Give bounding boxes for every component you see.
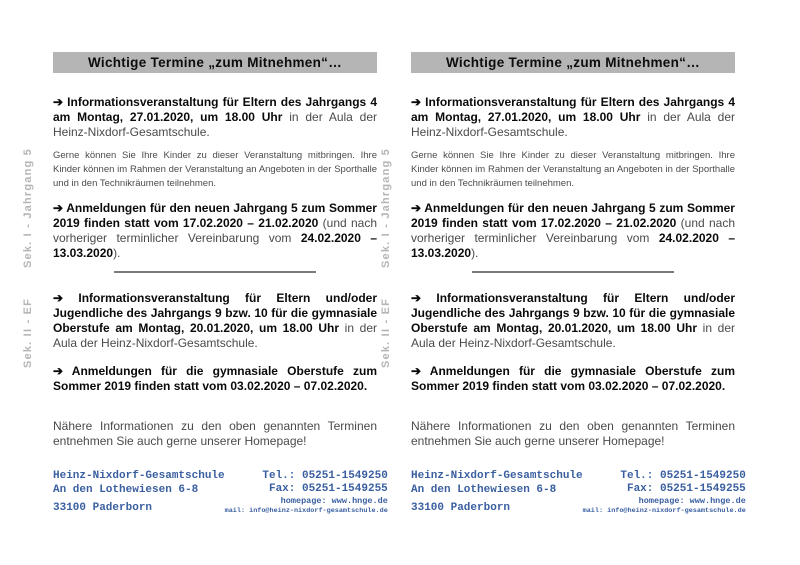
- footer-address-block: [411, 470, 583, 516]
- footer: [53, 470, 388, 516]
- footer-mail: mail: info@heinz-nixdorf-gesamtschule.de: [582, 507, 746, 515]
- footer: [411, 470, 746, 516]
- paragraph-anmeldung-oberstufe: [411, 364, 735, 394]
- arrow-icon: ➔: [53, 201, 67, 215]
- p3-regular-text: in der Aula der Heinz-Nixdorf-Gesamtschule.: [411, 321, 735, 350]
- footer-school-name: Heinz-Nixdorf-Gesamtschule: [53, 470, 225, 482]
- paragraph-info-oberstufe: [53, 291, 377, 351]
- p1-bold-text: Informationsveranstaltung für Eltern des Jahrgangs 4 am Montag, 27.01.2020, um 18.00 Uhr: [53, 95, 377, 124]
- footer-homepage: homepage: www.hnge.de: [280, 496, 388, 506]
- p4-bold-text: Anmeldungen für die gymnasiale Oberstufe zum Sommer 2019 finden statt vom 03.02.2020 – 07.02.2020.: [53, 364, 377, 393]
- footer-homepage: homepage: www.hnge.de: [638, 496, 746, 506]
- footer-tel: Tel.: 05251-1549250: [262, 470, 388, 482]
- arrow-icon: ➔: [411, 291, 437, 305]
- side-label-sek1-jahrgang5: Sek. I - Jahrgang 5: [380, 147, 392, 268]
- p3-bold-text: Informationsveranstaltung für Eltern und/oder Jugendliche des Jahrgangs 9 bzw. 10 für die gymnasiale Oberstufe am Montag, 20.01.2020, um 18.00 Uhr: [411, 291, 736, 335]
- header-bar: [53, 52, 377, 73]
- footer-fax: Fax: 05251-1549255: [626, 483, 746, 495]
- note-kinder-mitbringen: Gerne können Sie Ihre Kinder zu dieser Veranstaltung mitbringen. Ihre Kinder können im Rahmen der Veranstaltung an Angeboten in der Sporthalle und in den Technikräumen teilnehmen.: [411, 150, 735, 189]
- footer-address-block: [53, 470, 225, 516]
- arrow-icon: ➔: [411, 95, 426, 109]
- header-title: Wichtige Termine „zum Mitnehmen“…: [87, 55, 343, 70]
- p2-bold-text-1: Anmeldungen für den neuen Jahrgang 5 zum Sommer 2019 finden statt vom 17.02.2020 – 21.02.2020: [53, 201, 377, 230]
- p3-bold-text: Informationsveranstaltung für Eltern und/oder Jugendliche des Jahrgangs 9 bzw. 10 für die gymnasiale Oberstufe am Montag, 20.01.2020, um 18.00 Uhr: [53, 291, 378, 335]
- side-label-sek2-ef: Sek. II - EF: [22, 297, 34, 368]
- arrow-icon: ➔: [53, 291, 79, 305]
- section-divider: [472, 271, 674, 273]
- p4-bold-text: Anmeldungen für die gymnasiale Oberstufe zum Sommer 2019 finden statt vom 03.02.2020 – 07.02.2020.: [411, 364, 735, 393]
- p3-regular-text: in der Aula der Heinz-Nixdorf-Gesamtschule.: [53, 321, 377, 350]
- footer-city: 33100 Paderborn: [411, 502, 511, 514]
- p2-regular-text-2: ).: [471, 246, 479, 260]
- flyer-column-left: [20, 0, 388, 565]
- footer-mail: mail: info@heinz-nixdorf-gesamtschule.de: [224, 507, 388, 515]
- header-title: Wichtige Termine „zum Mitnehmen“…: [445, 55, 701, 70]
- arrow-icon: ➔: [411, 201, 425, 215]
- paragraph-info-jahrgang4: [411, 95, 735, 140]
- footer-tel: Tel.: 05251-1549250: [620, 470, 746, 482]
- footer-school-name: Heinz-Nixdorf-Gesamtschule: [411, 470, 583, 482]
- paragraph-anmeldung-oberstufe: [53, 364, 377, 394]
- paragraph-homepage-hinweis: Nähere Informationen zu den oben genannten Terminen entnehmen Sie auch gerne unserer Homepage!: [53, 419, 377, 448]
- flyer-content: [411, 0, 746, 516]
- footer-contact-block: [225, 470, 388, 516]
- footer-street: An den Lothewiesen 6-8: [411, 483, 557, 496]
- footer-contact-block: [583, 470, 746, 516]
- p2-regular-text-1: (und nach vorheriger terminlicher Vereinbarung vom: [411, 216, 735, 245]
- p2-bold-text-1: Anmeldungen für den neuen Jahrgang 5 zum Sommer 2019 finden statt vom 17.02.2020 – 21.02.2020: [411, 201, 735, 230]
- paragraph-info-oberstufe: [411, 291, 735, 351]
- section-divider: [114, 271, 316, 273]
- side-label-sek2-ef: Sek. II - EF: [380, 297, 392, 368]
- p1-bold-text: Informationsveranstaltung für Eltern des Jahrgangs 4 am Montag, 27.01.2020, um 18.00 Uhr: [411, 95, 735, 124]
- p2-bold-text-2: 24.02.2020 – 13.03.2020: [53, 231, 377, 260]
- note-kinder-mitbringen: Gerne können Sie Ihre Kinder zu dieser Veranstaltung mitbringen. Ihre Kinder können im Rahmen der Veranstaltung an Angeboten in der Sporthalle und in den Technikräumen teilnehmen.: [53, 150, 377, 189]
- arrow-icon: ➔: [53, 364, 72, 378]
- p1-regular-text: in der Aula der Heinz-Nixdorf-Gesamtschule.: [53, 110, 378, 139]
- paragraph-anmeldung-jahrgang5: [411, 201, 735, 261]
- footer-city: 33100 Paderborn: [53, 502, 153, 514]
- side-label-sek1-jahrgang5: Sek. I - Jahrgang 5: [22, 147, 34, 268]
- p2-bold-text-2: 24.02.2020 – 13.03.2020: [411, 231, 735, 260]
- paragraph-anmeldung-jahrgang5: [53, 201, 377, 261]
- header-bar: [411, 52, 735, 73]
- arrow-icon: ➔: [53, 95, 68, 109]
- footer-street: An den Lothewiesen 6-8: [53, 483, 199, 496]
- p1-regular-text: in der Aula der Heinz-Nixdorf-Gesamtschule.: [411, 110, 736, 139]
- arrow-icon: ➔: [411, 364, 430, 378]
- p2-regular-text-1: (und nach vorheriger terminlicher Vereinbarung vom: [53, 216, 377, 245]
- paragraph-homepage-hinweis: Nähere Informationen zu den oben genannten Terminen entnehmen Sie auch gerne unserer Homepage!: [411, 419, 735, 448]
- footer-fax: Fax: 05251-1549255: [268, 483, 388, 495]
- flyer-column-right: [378, 0, 746, 565]
- paragraph-info-jahrgang4: [53, 95, 377, 140]
- p2-regular-text-2: ).: [113, 246, 121, 260]
